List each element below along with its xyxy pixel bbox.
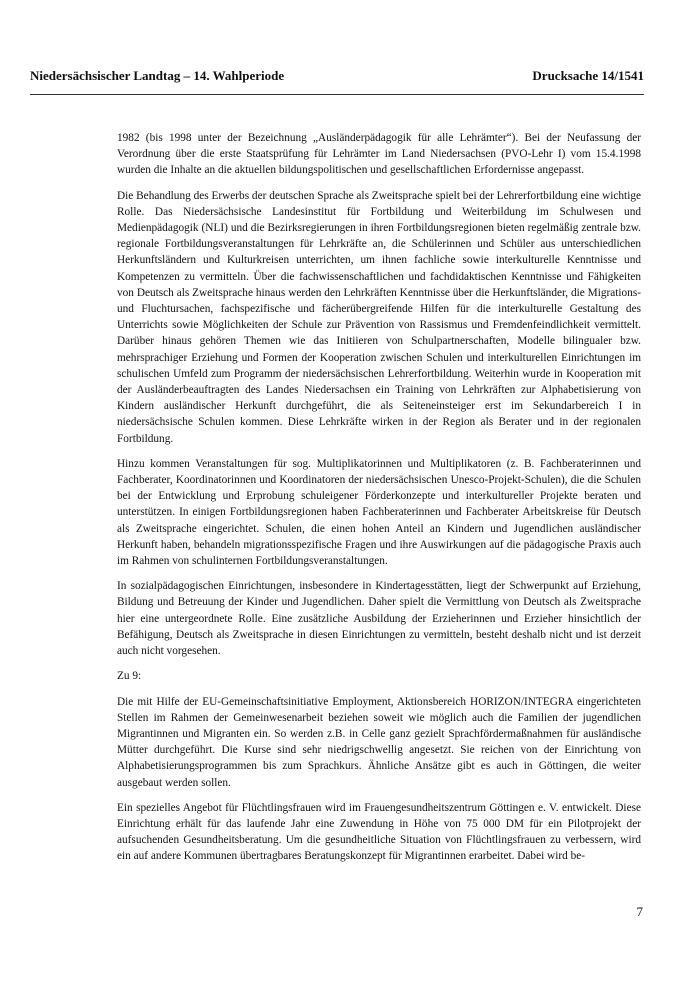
paragraph: Hinzu kommen Veranstaltungen für sog. Multiplikatorinnen und Multiplikatoren (z. B. Fachberaterinnen und Fachberater, Koordinatorinnen und Koordinatoren der niedersächsischen Unesco-Projekt-Schulen), die die Schulen bei der Entwicklung und Erprobung schuleigener Förderkonzepte und interkultureller Projekte beraten und unterstützen. In einigen Fortbildungsregionen haben Fachberaterinnen und Fachberater Arbeitskreise für Deutsch als Zweitsprache eingerichtet. Schulen, die einen hohen Anteil an Kindern und Jugendlichen ausländischer Herkunft haben, behandeln migrationsspezifische Fragen und ihre Auswirkungen auf die pädagogische Praxis auch im Rahmen von schulinternen Fortbildungsveranstaltungen. xyxy=(117,457,641,568)
section-heading: Zu 9: xyxy=(117,670,142,683)
page-header xyxy=(30,68,644,82)
paragraph: 1982 (bis 1998 unter der Bezeichnung „Ausländerpädagogik für alle Lehrämter“). Bei der Neufassung der Verordnung über die erste Staatsprüfung für Lehrämter im Land Niedersachsen (PVO-Lehr I) vom 15.4.1998 wurden die Inhalte an die aktuellen bildungspolitischen und gesellschaftlichen Erfordernisse angepasst. xyxy=(117,132,641,177)
body-text xyxy=(117,130,641,874)
header-parliament-title: Niedersächsischer Landtag – 14. Wahlperiode xyxy=(30,68,285,83)
header-rule xyxy=(30,94,644,95)
paragraph: Die Behandlung des Erwerbs der deutschen Sprache als Zweitsprache spielt bei der Lehrerfortbildung eine wichtige Rolle. Das Niedersächsische Landesinstitut für Fortbildung und Weiterbildung im Schulwesen und Medienpädagogik (NLI) und die Bezirksregierungen in ihren Fortbildungsregionen bieten regelmäßig zentrale bzw. regionale Fortbildungsveranstaltungen für Lehrkräfte an, die Schülerinnen und Schüler aus unterschiedlichen Herkunftsländern und Kulturkreisen unterrichten, um ihnen fachliche sowie interkulturelle Kenntnisse und Kompetenzen zu vermitteln. Über die fachwissenschaftlichen und fachdidaktischen Kenntnisse und Fähigkeiten von Deutsch als Zweitsprache hinaus werden den Lehrkräften Kenntnisse über die Herkunftsländer, die Migrations- und Fluchtursachen, fachspezifische und fächerübergreifende Hilfen für die interkulturelle Gestaltung des Unterrichts sowie Möglichkeiten der Schule zur Prävention von Rassismus und Fremdenfeindlichkeit vermittelt. Darüber hinaus gehören Themen wie das Initiieren von Schulpartnerschaften, Modelle bilingualer bzw. mehrsprachiger Erziehung und Formen der Kooperation zwischen Schulen und interkulturellen Einrichtungen im schulischen Umfeld zum Programm der niedersächsischen Lehrerfortbildung. Weiterhin wurde in Kooperation mit der Ausländerbeauftragten des Landes Niedersachsen ein Training von Lehrkräften zur Alphabetisierung von Kindern ausländischer Herkunft durchgeführt, die als Seiteneinsteiger erst im Sekundarbereich I in niedersächsische Schulen kommen. Diese Lehrkräfte wirken in der Region als Berater und in der regionalen Fortbildung. xyxy=(117,189,641,445)
page-number: 7 xyxy=(636,904,643,919)
paragraph: Die mit Hilfe der EU-Gemeinschaftsinitiative Employment, Aktionsbereich HORIZON/INTEGRA eingerichteten Stellen im Rahmen der Gemeinwesenarbeit beziehen soweit wie möglich auch die Familien der jugendlichen Migrantinnen und Migranten ein. So werden z.B. in Celle ganz gezielt Sprachfördermaßnahmen für ausländische Mütter durchgeführt. Die Kurse sind sehr niedrigschwellig angesetzt. Sie reichen von der Einrichtung von Alphabetisierungsprogrammen bis zum Sprachkurs. Ähnliche Ansätze gibt es auch in Göttingen, die weiter ausgebaut werden sollen. xyxy=(117,695,641,789)
paragraph: In sozialpädagogischen Einrichtungen, insbesondere in Kindertagesstätten, liegt der Schwerpunkt auf Erziehung, Bildung und Betreuung der Kinder und Jugendlichen. Daher spielt die Vermittlung von Deutsch als Zweitsprache hier eine untergeordnete Rolle. Eine zusätzliche Ausbildung der Erzieherinnen und Erzieher hinsichtlich der Befähigung, Deutsch als Zweitsprache in diesen Einrichtungen zu vermitteln, besteht deshalb nicht und ist derzeit auch nicht vorgesehen. xyxy=(117,580,641,658)
header-document-number: Drucksache 14/1541 xyxy=(532,68,644,83)
paragraph: Ein spezielles Angebot für Flüchtlingsfrauen wird im Frauengesundheitszentrum Göttingen e. V. entwickelt. Diese Einrichtung erhält für das laufende Jahr eine Zuwendung in Höhe von 75 000 DM für ein Pilotprojekt der aufsuchenden Gesundheitsberatung. Um die gesundheitliche Situation von Flüchtlingsfrauen zu verbessern, wird ein auf andere Kommunen übertragbares Beratungskonzept für Migrantinnen erarbeitet. Dabei wird be- xyxy=(117,801,641,863)
